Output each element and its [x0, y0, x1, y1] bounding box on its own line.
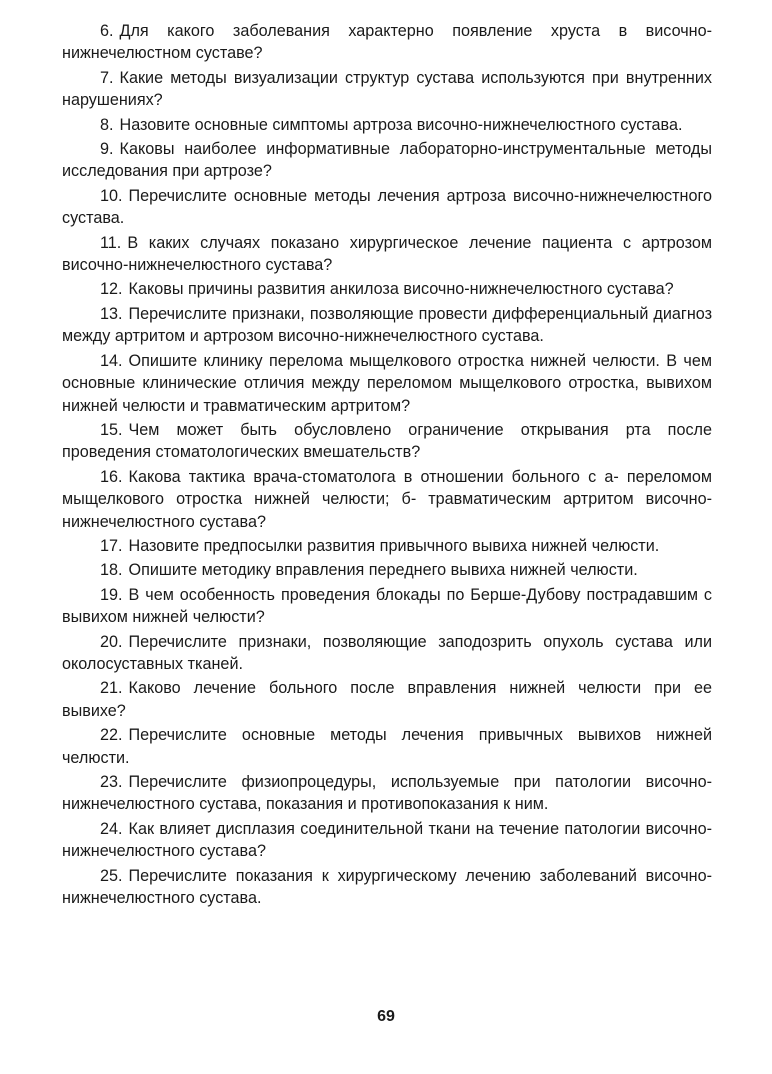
- question-text: Перечислите основные методы лечения артроза височно-нижнечелюстного сустава.: [62, 186, 712, 228]
- question-text: Для какого заболевания характерно появление хруста в височно-нижнечелюстном суставе?: [62, 22, 712, 63]
- question-item: [62, 584, 712, 629]
- question-item: [62, 535, 712, 557]
- question-item: [62, 20, 712, 65]
- question-number: 12.: [100, 280, 123, 299]
- question-text: Как влияет дисплазия соединительной ткани на течение патологии височно-нижнечелюстного сустава?: [62, 819, 712, 861]
- question-number: 23.: [100, 773, 123, 791]
- question-number: 17.: [100, 536, 123, 555]
- question-text: Перечислите показания к хирургическому лечению заболеваний височно-нижнечелюстного сустава.: [62, 866, 712, 908]
- question-list: [62, 20, 712, 909]
- question-number: 14.: [100, 351, 123, 370]
- question-item: [62, 278, 712, 300]
- question-text: Назовите основные симптомы артроза височно-нижнечелюстного сустава.: [119, 115, 683, 134]
- question-number: 9.: [100, 140, 114, 159]
- question-text: Какие методы визуализации структур сустава используются при внутренних нарушениях?: [62, 68, 712, 110]
- question-number: 21.: [100, 679, 123, 698]
- question-text: В чем особенность проведения блокады по Берше-Дубову пострадавшим с вывихом нижней челюсти?: [62, 585, 712, 627]
- question-item: [62, 771, 712, 816]
- question-text: Каковы причины развития анкилоза височно-нижнечелюстного сустава?: [128, 280, 674, 299]
- question-text: Назовите предпосылки развития привычного вывиха нижней челюсти.: [128, 536, 660, 555]
- question-number: 10.: [100, 186, 123, 205]
- question-item: [62, 303, 712, 348]
- question-number: 19.: [100, 585, 123, 604]
- question-number: 15.: [100, 420, 123, 439]
- question-text: Перечислите основные методы лечения привычных вывихов нижней челюсти.: [62, 726, 712, 767]
- question-text: Каковы наиболее информативные лабораторно-инструментальные методы исследования при артрозе?: [62, 140, 712, 181]
- question-number: 11.: [100, 233, 122, 252]
- question-item: [62, 818, 712, 863]
- question-text: В каких случаях показано хирургическое лечение пациента с артрозом височно-нижнечелюстного сустава?: [62, 233, 712, 275]
- question-item: [62, 419, 712, 464]
- question-number: 13.: [100, 304, 123, 323]
- question-item: [62, 466, 712, 533]
- question-item: [62, 350, 712, 417]
- question-number: 7.: [100, 68, 114, 87]
- question-number: 6.: [100, 22, 114, 40]
- question-item: [62, 67, 712, 112]
- question-item: [62, 631, 712, 676]
- question-item: [62, 559, 712, 581]
- question-text: Опишите методику вправления переднего вывиха нижней челюсти.: [128, 561, 638, 580]
- question-text: Перечислите признаки, позволяющие провести дифференциальный диагноз между артритом и артрозом височно-нижнечелюстного сустава.: [62, 304, 712, 346]
- question-item: [62, 677, 712, 722]
- question-number: 18.: [100, 561, 123, 580]
- page-number: 69: [377, 1008, 395, 1025]
- question-text: Перечислите признаки, позволяющие заподозрить опухоль сустава или околосуставных тканей.: [62, 632, 712, 673]
- question-number: 8.: [100, 115, 114, 134]
- question-number: 24.: [100, 819, 123, 838]
- question-text: Перечислите физиопроцедуры, используемые при патологии височно-нижнечелюстного сустава, показания и противопоказания к ним.: [62, 773, 712, 814]
- question-text: Опишите клинику перелома мыщелкового отростка нижней челюсти. В чем основные клинические отличия между переломом мыщелкового отростка, вывихом нижней челюсти и травматическим артритом?: [62, 351, 712, 415]
- question-item: [62, 138, 712, 183]
- question-item: [62, 114, 712, 136]
- question-item: [62, 724, 712, 769]
- question-number: 22.: [100, 726, 123, 745]
- question-text: Чем может быть обусловлено ограничение открывания рта после проведения стоматологических вмешательств?: [62, 420, 712, 462]
- question-item: [62, 185, 712, 230]
- question-item: [62, 232, 712, 277]
- question-item: [62, 865, 712, 910]
- question-number: 20.: [100, 632, 123, 651]
- question-text: Каково лечение больного после вправления нижней челюсти при ее вывихе?: [62, 679, 712, 720]
- question-number: 16.: [100, 467, 123, 486]
- question-number: 25.: [100, 866, 123, 885]
- question-text: Какова тактика врача-стоматолога в отношении больного с а- переломом мыщелкового отростка нижней челюсти; б- травматическим артритом височно-нижнечелюстного сустава?: [62, 467, 712, 531]
